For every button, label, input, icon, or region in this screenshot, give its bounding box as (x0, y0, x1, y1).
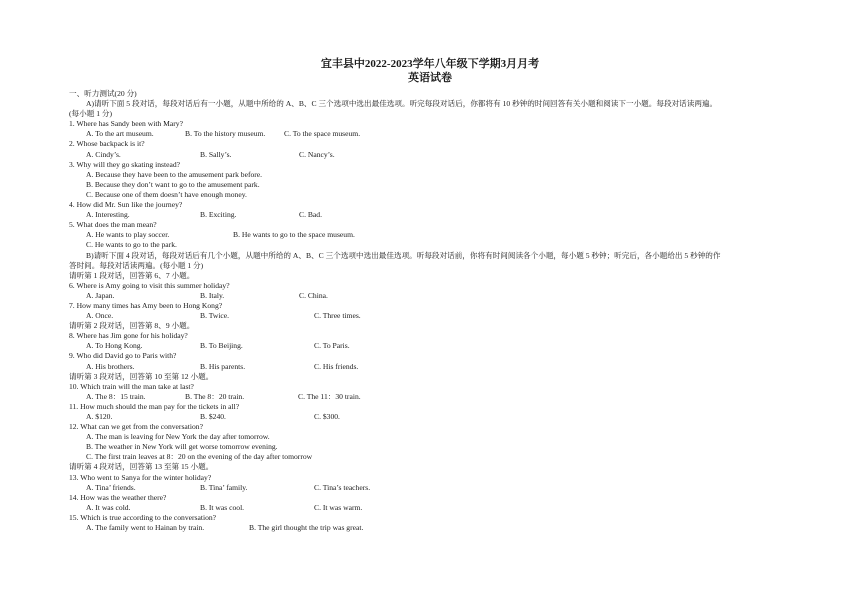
question-6-options (69, 291, 794, 301)
option-b: B. To the history museum. (185, 129, 266, 139)
option-b: B. Tina’ family. (200, 482, 248, 492)
option-b: B. The 8：20 train. (185, 391, 245, 401)
option-c: C. Bad. (299, 210, 322, 220)
option-a: A. Tina’ friends. (86, 482, 136, 492)
question-13-options (69, 483, 794, 493)
option-c: C. It was warm. (314, 502, 363, 512)
option-b: B. It was cool. (200, 502, 245, 512)
question-5-options (69, 230, 794, 240)
option-c: C. $300. (314, 412, 340, 421)
option-c: C. China. (299, 290, 328, 300)
option-c: C. His friends. (314, 361, 359, 371)
option-a: A. The family went to Hainan by train. (86, 523, 205, 533)
option-a: A. The man is leaving for New York the day after tomorrow. (86, 432, 270, 442)
exam-subtitle: 英语试卷 (408, 72, 452, 84)
question-14-options (69, 503, 794, 513)
question-14: 14. How was the weather there? (69, 492, 167, 502)
question-8: 8. Where has Jim gone for his holiday? (69, 331, 188, 341)
question-5: 5. What does the man mean? (69, 220, 157, 230)
option-a: A. It was cold. (86, 502, 131, 512)
option-c: C. The first train leaves at 8：20 on the evening of the day after tomorrow (86, 452, 313, 462)
question-9: 9. Who did David go to Paris with? (69, 351, 177, 361)
option-a: A. Cindy’s. (86, 149, 121, 159)
option-c: C. He wants to go to the park. (86, 240, 177, 250)
option-c: C. Three times. (314, 311, 361, 321)
option-a: A. The 8：15 train. (86, 391, 146, 401)
question-1-options (69, 129, 794, 139)
question-3: 3. Why will they go skating instead? (69, 159, 181, 169)
question-8-options (69, 341, 794, 351)
question-1: 1. Where has Sandy been with Mary? (69, 119, 183, 129)
option-b: B. Italy. (200, 290, 225, 300)
option-a: A. Interesting. (86, 210, 130, 220)
option-c: C. To Paris. (314, 341, 350, 351)
option-b: B. Exciting. (200, 210, 237, 220)
dialogue-3-instruction: 请听第 3 段对话，回答第 10 至第 12 小题。 (69, 371, 214, 381)
option-a: A. To Hong Kong. (86, 341, 143, 351)
question-10: 10. Which train will the man take at last? (69, 381, 194, 391)
option-b: B. Because they don’t want to go to the amusement park. (86, 179, 260, 189)
option-c: C. To the space museum. (284, 129, 361, 139)
option-a: A. Because they have been to the amusement park before. (86, 169, 263, 179)
part-b-instructions: B)请听下面 4 段对话，每段对话后有几个小题，从题中所给的 A、B、C 三个选项中选出最佳选项。听每段对话前，你将有时间阅读各个小题，每小题 5 秒钟；听完后，各小题给出 5 秒钟的作 (86, 250, 721, 260)
option-b: B. $240. (200, 412, 226, 421)
question-4: 4. How did Mr. Sun like the journey? (69, 200, 183, 210)
option-a: A. Japan. (86, 290, 115, 300)
option-a: A. To the art museum. (86, 129, 154, 139)
question-4-options (69, 210, 794, 220)
exam-body (69, 89, 794, 533)
question-7: 7. How many times has Amy been to Hong Kong? (69, 300, 223, 310)
question-15-options (69, 523, 794, 533)
option-a: A. Once. (86, 311, 114, 321)
question-15: 15. Which is true according to the conversation? (69, 512, 217, 522)
option-b: B. Twice. (200, 311, 230, 321)
section-heading: 一、听力测试(20 分) (69, 89, 137, 98)
option-c: C. Nancy’s. (299, 149, 335, 159)
option-b: B. The girl thought the trip was great. (249, 523, 364, 533)
option-c: C. Because one of them doesn’t have enough money. (86, 189, 247, 199)
exam-title: 宜丰县中2022-2023学年八年级下学期3月月考 (320, 58, 540, 70)
part-b-instructions-cont: 答时间。每段对话读两遍。(每小题 1 分) (69, 260, 204, 270)
question-6: 6. Where is Amy going to visit this summer holiday? (69, 280, 230, 290)
dialogue-2-instruction: 请听第 2 段对话，回答第 8、9 小题。 (69, 321, 195, 331)
question-11: 11. How much should the man pay for the tickets in all? (69, 401, 240, 411)
option-b: B. To Beijing. (200, 341, 243, 351)
option-a: A. $120. (86, 412, 113, 421)
part-a-instructions: A)请听下面 5 段对话，每段对话后有一小题，从题中所给的 A、B、C 三个选项中选出最佳选项。听完每段对话后，你都将有 10 秒钟的时间回答有关小题和阅读下一小题。每段对话读两遍。 (86, 99, 718, 109)
option-b: B. He wants to go to the space museum. (233, 230, 355, 240)
option-c: C. The 11：30 train. (298, 391, 361, 401)
question-9-options (69, 362, 794, 372)
option-c: C. Tina’s teachers. (314, 482, 371, 492)
question-12: 12. What can we get from the conversation? (69, 422, 203, 432)
dialogue-1-instruction: 请听第 1 段对话，回答第 6、7 小题。 (69, 270, 195, 280)
part-a-instructions-cont: (每小题 1 分) (69, 109, 113, 119)
question-7-options (69, 311, 794, 321)
question-11-options (69, 412, 794, 422)
option-b: B. Sally’s. (200, 149, 232, 159)
option-b: B. The weather in New York will get worse tomorrow evening. (86, 442, 278, 452)
question-10-options (69, 392, 794, 402)
dialogue-4-instruction: 请听第 4 段对话，回答第 13 至第 15 小题。 (69, 462, 214, 472)
question-13: 13. Who went to Sanya for the winter holiday? (69, 472, 212, 482)
option-a: A. He wants to play soccer. (86, 230, 170, 240)
option-b: B. His parents. (200, 361, 246, 371)
question-2-options (69, 150, 794, 160)
option-a: A. His brothers. (86, 361, 135, 371)
question-2: 2. Whose backpack is it? (69, 139, 145, 149)
